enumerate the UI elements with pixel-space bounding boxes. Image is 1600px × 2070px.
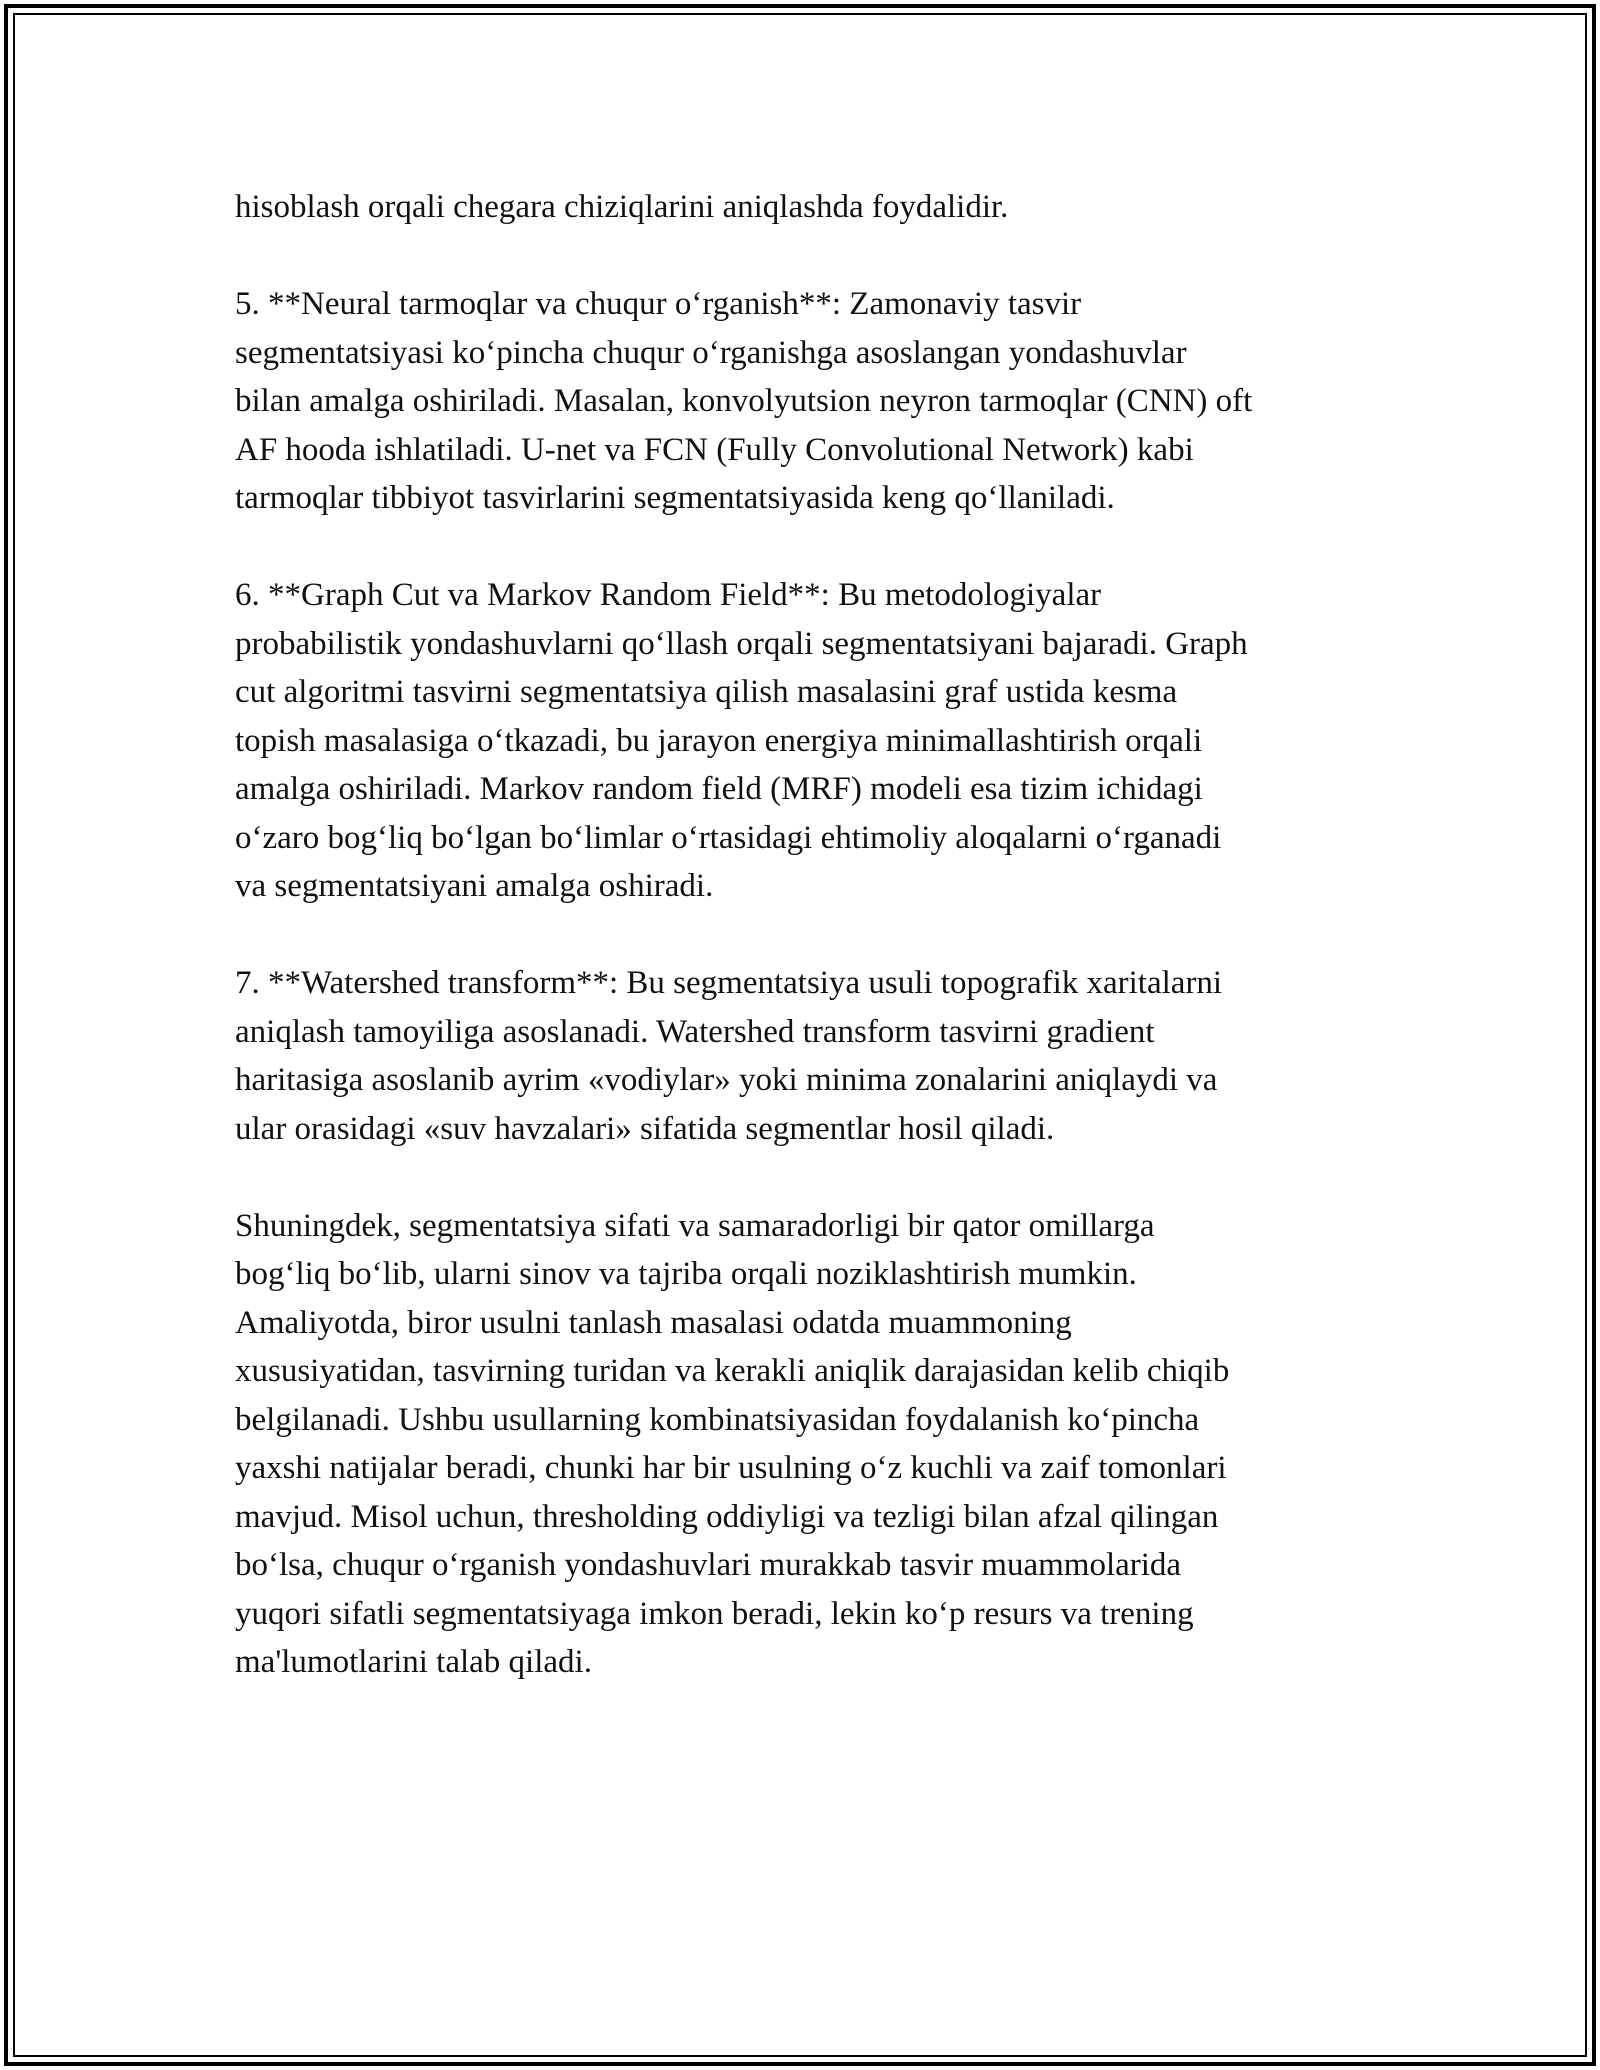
document-body (235, 183, 1375, 1735)
paragraph-watershed: 7. **Watershed transform**: Bu segmentatsiya usuli topografik xaritalarni aniqlash tamoyiliga asoslanadi. Watershed transform tasvirni gradient haritasiga asoslanib ayrim «vodiylar» yoki minima zonalarini aniqlaydi va ular orasidagi «suv havzalari» sifatida segmentlar hosil qiladi. (235, 965, 1223, 1147)
paragraph-continuation: hisoblash orqali chegara chiziqlarini aniqlashda foydalidir. (235, 189, 1009, 225)
paragraph-graph-cut-mrf: 6. **Graph Cut va Markov Random Field**: Bu metodologiyalar probabilistik yondashuvlarni qo‘llash orqali segmentatsiyani bajaradi. Graph cut algoritmi tasvirni segmentatsiya qilish masalasini graf ustida kesma topish masalasiga o‘tkazadi, bu jarayon energiya minimallashtirish orqali amalga oshiriladi. Markov random field (MRF) modeli esa tizim ichidagi o‘zaro bog‘liq bo‘lgan bo‘limlar o‘rtasidagi ehtimoliy aloqalarni o‘rganadi va segmentatsiyani amalga oshiradi. (235, 577, 1248, 904)
paragraph-conclusion: Shuningdek, segmentatsiya sifati va samaradorligi bir qator omillarga bog‘liq bo‘lib, ularni sinov va tajriba orqali noziklashtirish mumkin. Amaliyotda, biror usulni tanlash masalasi odatda muammoning xususiyatidan, tasvirning turidan va kerakli aniqlik darajasidan kelib chiqib belgilanadi. Ushbu usullarning kombinatsiyasidan foydalanish ko‘pincha yaxshi natijalar beradi, chunki har bir usulning o‘z kuchli va zaif tomonlari mavjud. Misol uchun, thresholding oddiyligi va tezligi bilan afzal qilingan bo‘lsa, chuqur o‘rganish yondashuvlari murakkab tasvir muammolarida yuqori sifatli segmentatsiyaga imkon beradi, lekin ko‘p resurs va trening ma'lumotlarini talab qiladi. (235, 1207, 1230, 1680)
paragraph-neural-networks: 5. **Neural tarmoqlar va chuqur o‘rganish**: Zamonaviy tasvir segmentatsiyasi ko‘pincha chuqur o‘rganishga asoslangan yondashuvlar bilan amalga oshiriladi. Masalan, konvolyutsion neyron tarmoqlar (CNN) oft AF hooda ishlatiladi. U-net va FCN (Fully Convolutional Network) kabi tarmoqlar tibbiyot tasvirlarini segmentatsiyasida keng qo‘llaniladi. (235, 286, 1253, 516)
